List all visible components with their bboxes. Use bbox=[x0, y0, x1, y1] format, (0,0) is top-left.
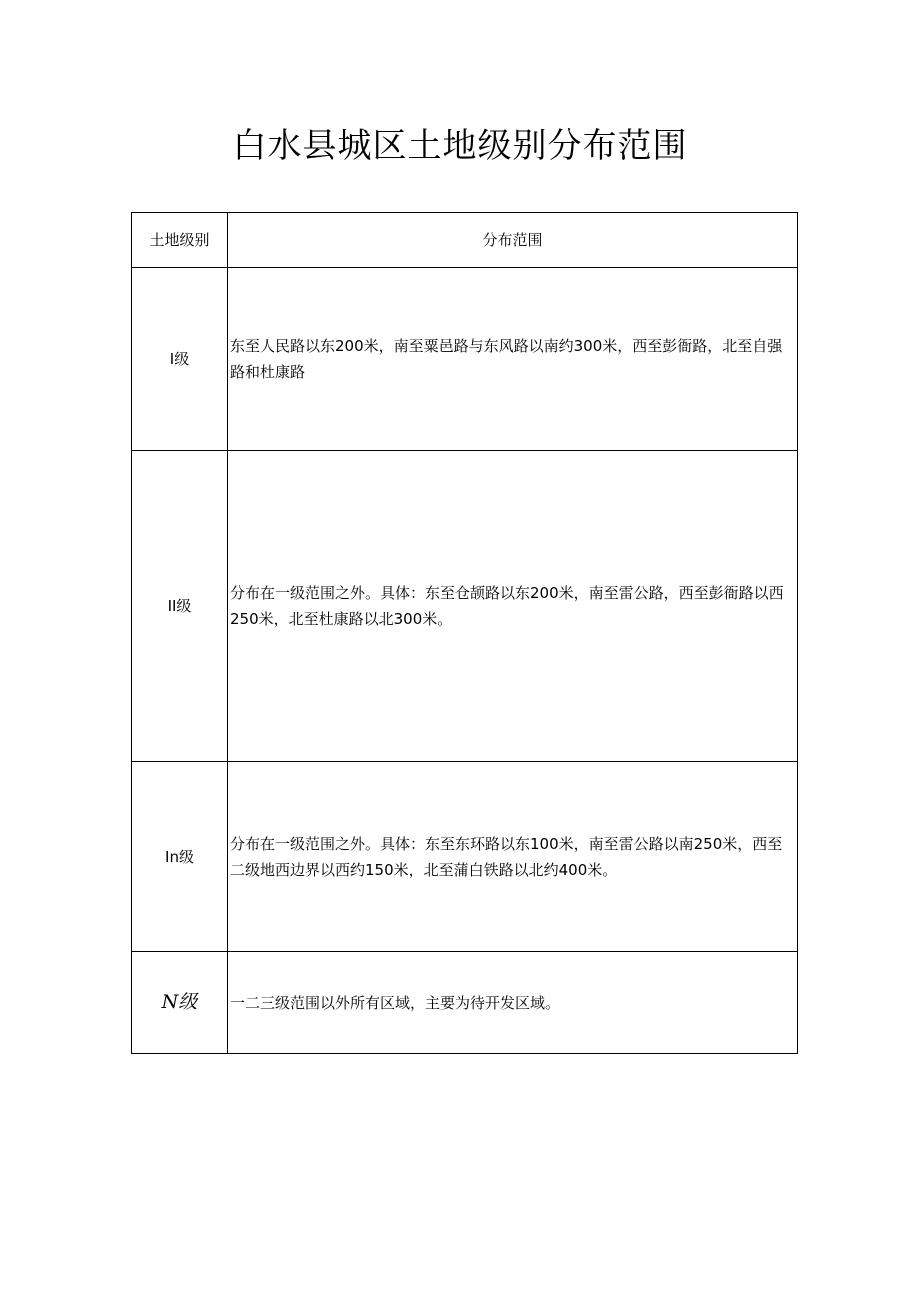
table-row bbox=[132, 268, 798, 451]
header-land-grade: 土地级别 bbox=[132, 213, 228, 268]
range-cell: 分布在一级范围之外。具体：东至东环路以东100米，南至雷公路以南250米，西至二级地西边界以西约150米，北至蒲白铁路以北约400米。 bbox=[228, 762, 798, 952]
grade-cell bbox=[132, 952, 228, 1054]
range-cell: 东至人民路以东200米，南至粟邑路与东风路以南约300米，西至彭衙路，北至自强路和杜康路 bbox=[228, 268, 798, 451]
header-distribution-range: 分布范围 bbox=[228, 213, 798, 268]
grade-cell: In级 bbox=[132, 762, 228, 952]
grade-cell: I级 bbox=[132, 268, 228, 451]
page-title: 白水县城区土地级别分布范围 bbox=[232, 126, 688, 166]
table-row bbox=[132, 952, 798, 1054]
land-grade-table bbox=[131, 212, 798, 1054]
grade-cell: II级 bbox=[132, 451, 228, 762]
range-cell: 一二三级范围以外所有区域，主要为待开发区域。 bbox=[228, 952, 798, 1054]
table-row bbox=[132, 451, 798, 762]
table-header-row bbox=[132, 213, 798, 268]
range-cell: 分布在一级范围之外。具体：东至仓颉路以东200米，南至雷公路，西至彭衙路以西250米，北至杜康路以北300米。 bbox=[228, 451, 798, 762]
grade-label-italic: N级 bbox=[161, 991, 198, 1013]
table-row bbox=[132, 762, 798, 952]
